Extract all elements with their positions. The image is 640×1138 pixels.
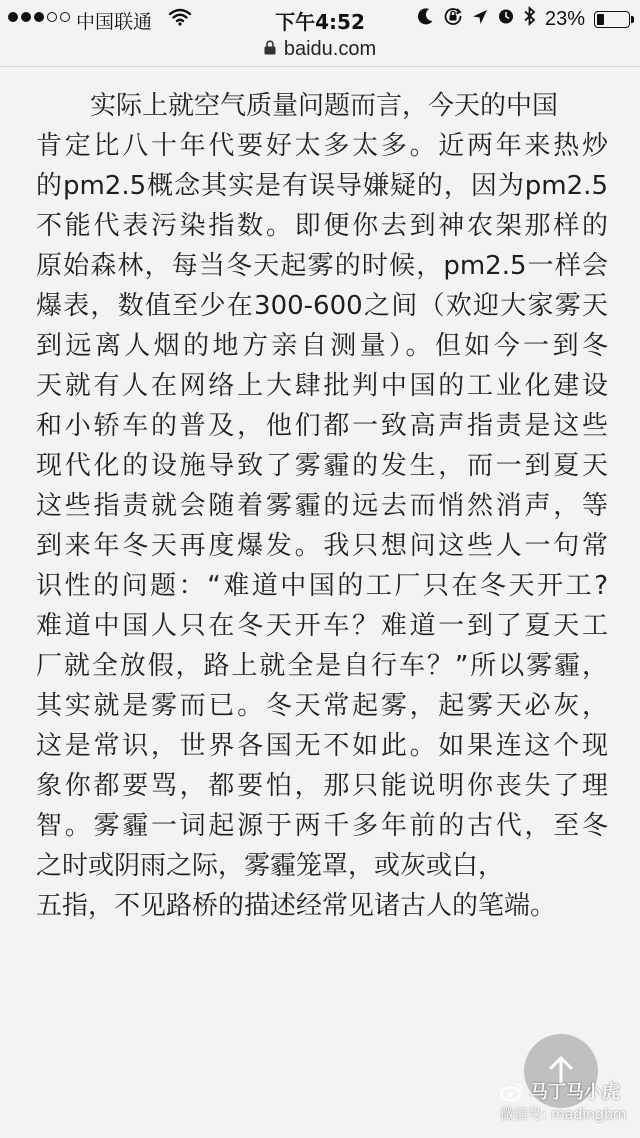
article-line: 厂就全放假，路上就全是自行车？”所以雾霾， (36, 651, 608, 681)
article-line: 不能代表污染指数。即便你去到神农架那样的 (36, 211, 608, 241)
location-icon (472, 7, 488, 31)
status-bar (0, 0, 640, 36)
article-line: 五指，不见路桥的描述经常见诸古人的笔端。 (36, 891, 557, 921)
article-line: 之时或阴雨之际，雾霾笼罩，或灰或白， (36, 851, 505, 881)
status-icons (418, 6, 630, 32)
battery-level-fill (597, 14, 604, 25)
lock-icon (264, 38, 276, 61)
orientation-lock-icon (443, 6, 463, 32)
watermark-id: 微信号: madingbm (500, 1107, 627, 1123)
article-line: 实际上就空气质量问题而言，今天的中国 (90, 91, 559, 121)
watermark-author: 马丁马小虎 (530, 1082, 620, 1103)
article-line: 难道中国人只在冬天开车？难道一到了夏天工 (36, 611, 608, 641)
article-line: 原始森林，每当冬天起雾的时候，pm2.5一样会 (36, 251, 608, 281)
article-line: 的pm2.5概念其实是有误导嫌疑的，因为pm2.5 (36, 171, 608, 201)
article-body (36, 86, 608, 926)
article-line: 肯定比八十年代要好太多太多。近两年来热炒 (36, 131, 608, 161)
watermark (500, 1078, 640, 1138)
alarm-icon (497, 7, 515, 31)
clock-time: 下午4:52 (275, 10, 365, 34)
battery-icon (594, 11, 630, 28)
article-line: 到远离人烟的地方亲自测量）。但如今一到冬 (36, 331, 608, 361)
article-line: 爆表，数值至少在300-600之间（欢迎大家雾天 (36, 291, 608, 321)
address-bar[interactable] (0, 34, 640, 64)
article-line: 到来年冬天再度爆发。我只想问这些人一句常 (36, 531, 608, 561)
article-line: 天就有人在网络上大肆批判中国的工业化建设 (36, 371, 608, 401)
article-line: 识性的问题：“难道中国的工厂只在冬天开工? (36, 571, 608, 601)
article-line: 这些指责就会随着雾霾的远去而悄然消声，等 (36, 491, 608, 521)
battery-cap (631, 16, 634, 23)
article-line: 和小轿车的普及，他们都一致高声指责是这些 (36, 411, 608, 441)
url-text[interactable]: baidu.com (283, 37, 377, 60)
article-line: 这是常识，世界各国无不如此。如果连这个现 (36, 731, 608, 761)
carrier-name: 中国联通 (76, 11, 153, 33)
moon-icon (418, 7, 434, 31)
bluetooth-icon (524, 6, 536, 32)
battery-percentage: 23% (544, 7, 585, 30)
header-divider (0, 66, 640, 67)
article-line: 智。雾霾一词起源于两千多年前的古代，至冬 (36, 811, 608, 841)
article-line: 其实就是雾而已。冬天常起雾，起雾天必灰， (36, 691, 608, 721)
article-line: 象你都要骂，都要怕，那只能说明你丧失了理 (36, 771, 608, 801)
article-line: 现代化的设施导致了雾霾的发生，而一到夏天 (36, 451, 608, 481)
